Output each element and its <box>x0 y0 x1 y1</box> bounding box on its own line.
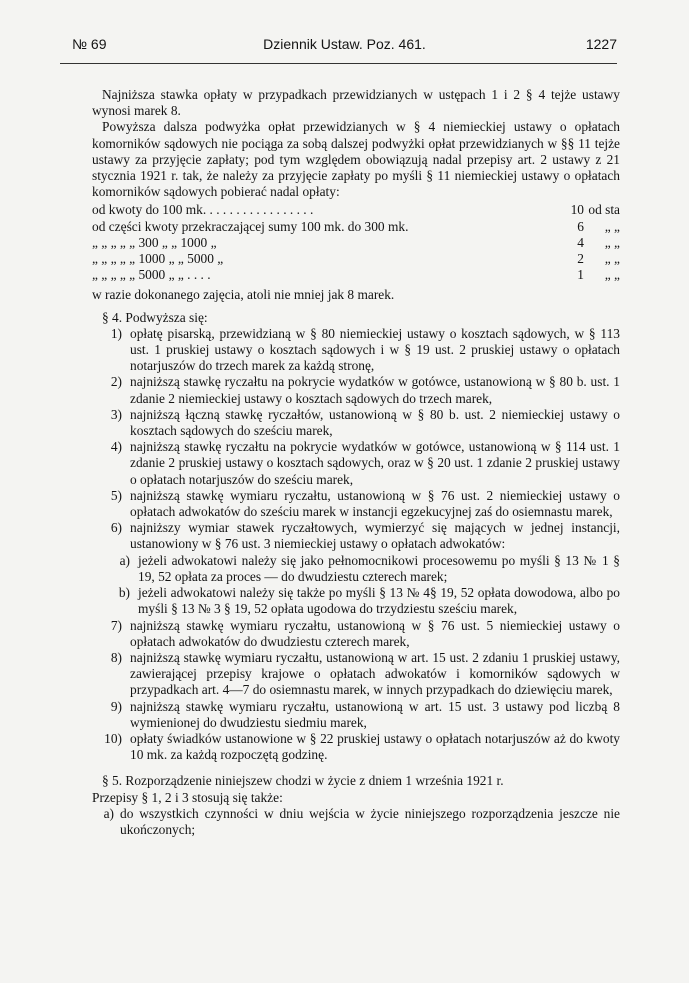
list-item-text: najniższą stawkę wymiaru ryczałtu, ustanowioną w § 76 ust. 2 niemieckiej ustawy o opłatach adwokatów do sześciu marek w instancji egzekucyjnej zaś do osiemnastu marek, <box>130 487 620 520</box>
list-item-number: b) <box>118 585 130 601</box>
list-item-text: najniższą stawkę ryczałtu na pokrycie wydatków w gotówce, ustanowioną w § 80 b. ust. 1 zdanie 2 niemieckiej ustawy o kosztach sądowych do trzech marek, <box>130 374 620 406</box>
journal-title: Dziennik Ustaw. Poz. 461. <box>263 36 426 52</box>
fee-rate: 4 <box>577 234 584 250</box>
document-body <box>92 87 620 838</box>
section-4-list <box>92 326 620 553</box>
list-item-text: najniższą stawkę wymiaru ryczałtu, ustanowioną w art. 15 ust. 2 zdaniu 1 pruskiej ustawy, zawierającej przepisy krajowe o opłatach adwokatów i komorników sądowych w przypadkach art. 4—7 do osiemnastu marek, w innych przypadkach do dziewięciu marek, <box>130 649 620 698</box>
section-5-intro: Przepisy § 1, 2 i 3 stosują się także: <box>92 789 283 805</box>
sub-list-item <box>100 585 620 617</box>
paragraph-fee-increase: Powyższa dalsza podwyżka opłat przewidzianych w § 4 niemieckiej ustawy o opłatach komorników sądowych nie pociąga za sobą dalszej podwyżki opłat przewidzianych w §§ 11 tejże ustawy za przyjęcie zapłaty; pod tym względem obowiązują nadal przepisy art. 2 ustawy z 21 stycznia 1921 r. tak, że należy za przyjęcie zapłaty po myśli § 11 niemieckiej ustawy o opłatach komorników sądowych pobierać nadal opłaty: <box>92 119 620 200</box>
list-item-text: do wszystkich czynności w dniu wejścia w życie niniejszego rozporządzenia jeszcze nie ukończonych; <box>120 805 620 837</box>
list-item <box>92 326 620 375</box>
list-item-number: a) <box>119 552 130 568</box>
fee-unit: „ „ <box>604 267 620 283</box>
list-item-number: 2) <box>110 374 122 390</box>
list-item <box>92 699 620 731</box>
page-number: 1227 <box>585 36 617 52</box>
fee-table <box>92 202 620 283</box>
fee-unit: od sta <box>588 202 620 218</box>
list-item-number: 4) <box>110 439 122 455</box>
list-item-text: najniższą łączną stawkę ryczałtów, ustanowioną w § 80 b. ust. 2 niemieckiej ustawy o kosztach sądowych do sześciu marek, <box>130 406 620 439</box>
section-5-list <box>92 806 620 838</box>
fee-table-row <box>92 219 620 235</box>
section-4-sublist <box>92 553 620 618</box>
fee-unit: „ „ <box>604 218 620 234</box>
paragraph-seizure-note: w razie dokonanego zajęcia, atoli nie mniej jak 8 marek. <box>92 287 395 303</box>
list-item-text: opłatę pisarską, przewidzianą w § 80 niemieckiej ustawy o kosztach sądowych, w § 113 ust. 1 pruskiej ustawy o kosztach sądowych i w § 19 ust. 2 pruskiej ustawy o opłatach notarjuszów do trzech marek za każdą stronę, <box>130 325 620 374</box>
list-item-text: jeżeli adwokatowi należy się jako pełnomocnikowi procesowemu po myśli § 13 № 1 § 19, 52 opłata za proces — do dwudziestu czterech marek; <box>138 552 620 584</box>
list-item <box>92 439 620 488</box>
fee-range: „ „ „ „ „ 5000 „ „ . . . . <box>92 267 211 283</box>
fee-unit: „ „ <box>604 234 620 250</box>
fee-table-row <box>92 202 620 218</box>
list-item-text: najniższą stawkę wymiaru ryczałtu, ustanowioną w § 76 ust. 5 niemieckiej ustawy o opłatach adwokatów do dwudziestu czterech marek, <box>130 617 620 649</box>
list-item <box>92 488 620 520</box>
list-item-text: najniższy wymiar stawek ryczałtowych, wymierzyć się mających w jednej instancji, ustanowiony w § 76 ust. 3 niemieckiej ustawy o opłatach adwokatów: <box>130 520 620 552</box>
list-item-number: 3) <box>110 406 122 422</box>
fee-table-row <box>92 251 620 267</box>
page-header <box>72 36 617 56</box>
fee-range: „ „ „ „ „ 1000 „ „ 5000 „ <box>92 251 224 267</box>
fee-rate: 2 <box>577 251 584 267</box>
list-item-text: opłaty świadków ustanowione w § 22 pruskiej ustawy o opłatach notarjuszów aż do kwoty 10 mk. za każdą rozpoczętą godzinę. <box>130 730 620 763</box>
list-item-number: 1) <box>110 325 122 341</box>
list-item-number: 8) <box>110 649 122 665</box>
list-item-text: najniższą stawkę wymiaru ryczałtu, ustanowioną w art. 15 ust. 3 ustawy pod liczbą 8 wymienionej do dwudziestu siedmiu marek, <box>130 698 620 730</box>
section-4-heading: § 4. Podwyższa się: <box>102 309 208 325</box>
list-item-number: 5) <box>110 487 122 503</box>
list-item-text: jeżeli adwokatowi należy się także po myśli § 13 № 4§ 19, 52 opłata dowodowa, albo po myśli § 13 № 3 § 19, 52 opłata ugodowa do trzydziestu sześciu marek, <box>138 585 620 617</box>
list-item <box>92 520 620 552</box>
list-item <box>92 806 620 838</box>
section-5 <box>92 773 620 838</box>
list-item-number: 9) <box>110 698 122 714</box>
issue-number: № 69 <box>72 36 107 52</box>
sub-list-item <box>100 553 620 585</box>
list-item <box>92 407 620 439</box>
section-5-heading: § 5. Rozporządzenie niniejszew chodzi w życie z dniem 1 września 1921 r. <box>102 773 504 789</box>
header-rule <box>60 63 617 64</box>
list-item <box>92 731 620 763</box>
fee-rate: 10 <box>570 202 584 218</box>
fee-range: od części kwoty przekraczającej sumy 100 mk. do 300 mk. <box>92 218 409 234</box>
section-4 <box>92 310 620 764</box>
list-item-number: 6) <box>110 520 122 536</box>
section-4-list-continued <box>92 618 620 764</box>
fee-range: od kwoty do 100 mk. . . . . . . . . . . . . . . . . <box>92 202 314 218</box>
list-item <box>92 650 620 699</box>
paragraph-min-rate: Najniższa stawka opłaty w przypadkach przewidzianych w ustępach 1 i 2 § 4 tejże ustawy wynosi marek 8. <box>92 87 620 119</box>
fee-table-row <box>92 267 620 283</box>
fee-rate: 6 <box>577 218 584 234</box>
fee-range: „ „ „ „ „ 300 „ „ 1000 „ <box>92 234 217 250</box>
list-item-number: a) <box>103 805 114 821</box>
list-item <box>92 618 620 650</box>
list-item-number: 7) <box>110 617 122 633</box>
list-item-number: 10) <box>104 730 122 746</box>
list-item <box>92 374 620 406</box>
fee-unit: „ „ <box>604 251 620 267</box>
fee-table-row <box>92 235 620 251</box>
list-item-text: najniższą stawkę ryczałtu na pokrycie wydatków w gotówce, ustanowioną w § 114 ust. 1 zdanie 2 pruskiej ustawy o kosztach sądowych, oraz w § 20 ust. 1 zdanie 2 pruskiej ustawy o opłatach notarjuszów do sześciu marek, <box>130 439 620 487</box>
fee-rate: 1 <box>577 267 584 283</box>
